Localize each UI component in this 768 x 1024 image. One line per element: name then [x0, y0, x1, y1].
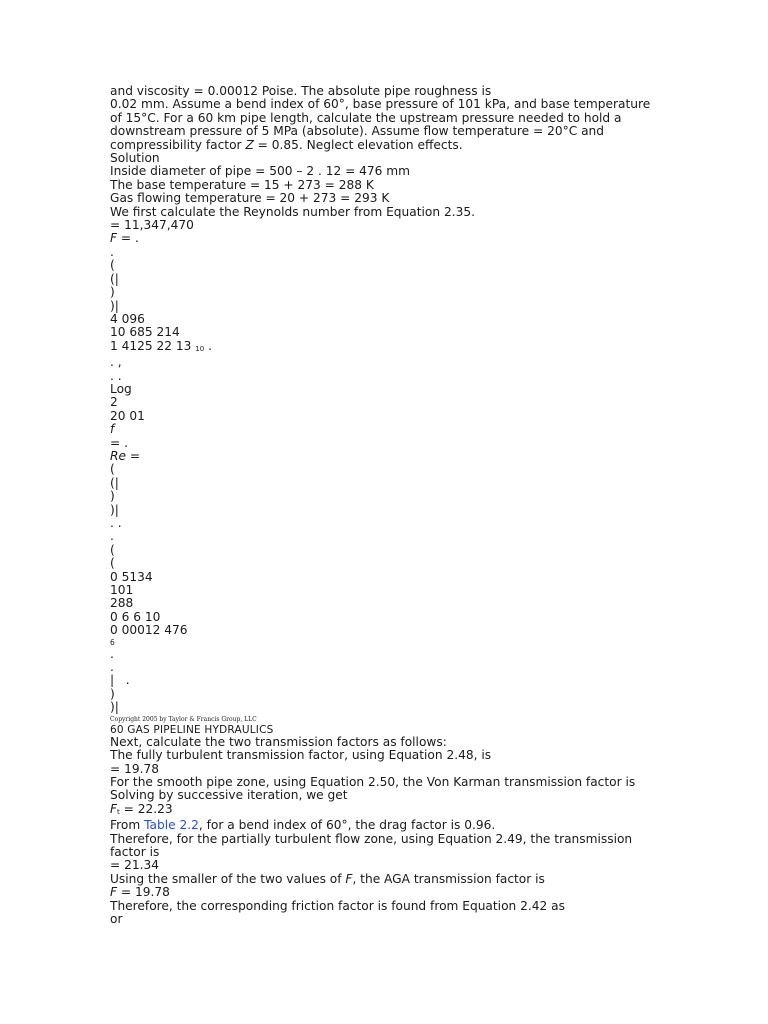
text-line: Solving by successive iteration, we get — [110, 788, 348, 803]
equation-fragment: . . — [110, 368, 122, 383]
equation-fragment: . — [110, 660, 114, 675]
equation-fragment: ( — [110, 542, 115, 557]
text-line: factor is — [110, 844, 160, 859]
text-line: We first calculate the Reynolds number from Equation 2.35. — [110, 204, 475, 219]
reynolds-value: = 11,347,470 — [110, 218, 194, 233]
equation-fragment: = . — [110, 435, 128, 450]
text-line: Therefore, the corresponding friction factor is found from Equation 2.42 as — [110, 898, 565, 913]
equation-fragment: . . — [110, 516, 122, 530]
document-page — [110, 85, 670, 926]
equation-fragment: ( — [110, 556, 115, 571]
equation-fragment: ) — [110, 285, 115, 300]
copyright-notice: Copyright 2005 by Taylor & Francis Group, LLC — [110, 715, 257, 723]
equation-fragment: f — [110, 422, 115, 437]
text-line: downstream pressure of 5 MPa (absolute). Assume flow temperature = 20°C and — [110, 124, 605, 139]
equation-fragment: ( — [110, 462, 115, 477]
equation-fragment: 20 01 — [110, 408, 145, 423]
equation-fragment: )| — [110, 700, 119, 715]
equation-fragment: F = . — [110, 231, 139, 246]
text-line: For the smooth pipe zone, using Equation 2.50, the Von Karman transmission factor is — [110, 774, 636, 789]
running-header: 60 GAS PIPELINE HYDRAULICS — [110, 723, 274, 736]
text-line: of 15°C. For a 60 km pipe length, calculate the upstream pressure needed to hold a — [110, 110, 622, 125]
text-line: or — [110, 911, 123, 926]
text-line: Next, calculate the two transmission factors as follows: — [110, 734, 447, 749]
text-line: Inside diameter of pipe = 500 – 2 . 12 = 476 mm — [110, 164, 411, 179]
equation-fragment: 0 5134 — [110, 569, 153, 584]
text-line: The base temperature = 15 + 273 = 288 K — [110, 177, 374, 192]
text-line: and viscosity = 0.00012 Poise. The absolute pipe roughness is — [110, 84, 492, 98]
equation-fragment: 4 096 — [110, 311, 145, 326]
equation-fragment: Log — [110, 381, 132, 396]
equation-fragment: | . — [110, 673, 130, 688]
equation-fragment: 10 685 214 — [110, 325, 180, 340]
equation-fragment: )| — [110, 298, 119, 313]
variable-z: Z — [245, 137, 254, 152]
text-line: = 21.34 — [110, 858, 159, 873]
text-line: The fully turbulent transmission factor, using Equation 2.48, is — [110, 748, 492, 763]
text-line: compressibility factor Z = 0.85. Neglect elevation effects. — [110, 137, 463, 152]
equation-fragment: 2 — [110, 395, 118, 410]
equation-fragment: Re = — [110, 448, 141, 463]
equation-fragment: (| — [110, 475, 119, 490]
text-line: 0.02 mm. Assume a bend index of 60°, base pressure of 101 kPa, and base temperature — [110, 97, 651, 112]
equation-fragment: ) — [110, 489, 115, 504]
text-line: = 19.78 — [110, 761, 159, 776]
equation-fragment: 288 — [110, 596, 134, 611]
text-line: From Table 2.2, for a bend index of 60°, the drag factor is 0.96. — [110, 818, 496, 833]
equation-fragment: . — [110, 529, 114, 544]
equation-fragment: . , — [110, 355, 122, 370]
equation-fragment: 0 6 6 10 — [110, 609, 161, 624]
equation-fragment: )| — [110, 502, 119, 517]
text-line: Therefore, for the partially turbulent flow zone, using Equation 2.49, the transmission — [110, 831, 633, 846]
equation-fragment: 1 4125 22 13 10 . — [110, 338, 212, 353]
equation-fragment: (| — [110, 271, 119, 286]
text-line: Using the smaller of the two values of F, the AGA transmission factor is — [110, 871, 545, 886]
equation-fragment: ) — [110, 686, 115, 701]
ft-value-line: Ft = 22.23 — [110, 801, 173, 816]
equation-fragment: . — [110, 646, 114, 661]
text-line: Gas flowing temperature = 20 + 273 = 293 K — [110, 191, 390, 206]
equation-fragment: . — [110, 244, 114, 259]
text-line: F = 19.78 — [110, 885, 170, 900]
equation-fragment: 101 — [110, 583, 134, 598]
equation-fragment: 6 — [110, 637, 115, 647]
solution-heading: Solution — [110, 151, 160, 166]
equation-fragment: 0 00012 476 — [110, 623, 188, 638]
equation-fragment: ( — [110, 258, 115, 273]
table-link[interactable]: Table 2.2 — [144, 818, 199, 833]
